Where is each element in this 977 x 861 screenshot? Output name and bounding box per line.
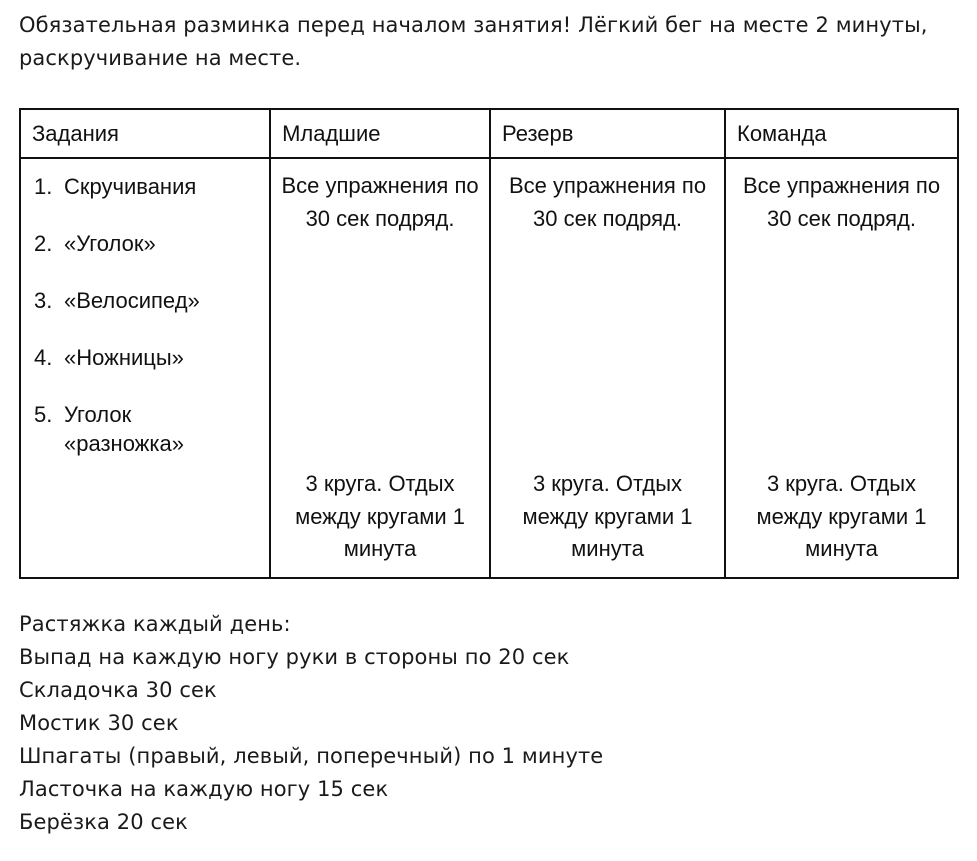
header-junior: Младшие: [270, 109, 490, 158]
intro-line-2: раскручивание на месте.: [19, 46, 302, 70]
header-tasks: Задания: [20, 109, 270, 158]
intro-line-1: Обязательная разминка перед началом занятия! Лёгкий бег на месте 2 минуты,: [19, 13, 928, 37]
task-number: 1.: [34, 174, 53, 199]
list-item: Берёзка 20 сек: [19, 810, 188, 834]
list-item: Ласточка на каждую ногу 15 сек: [19, 777, 389, 801]
task-text: Уголок «разножка»: [64, 402, 184, 456]
reserve-instructions: Все упражнения по 30 сек подряд.: [508, 173, 707, 231]
task-number: 4.: [34, 345, 53, 370]
task-number: 3.: [34, 288, 53, 313]
intro-paragraph: [19, 9, 969, 75]
team-cell: [725, 158, 958, 578]
list-item: Выпад на каждую ногу руки в стороны по 20 сек: [19, 645, 570, 669]
task-text: «Уголок»: [64, 231, 156, 256]
table-header-row: [20, 109, 958, 158]
list-item: [34, 286, 244, 315]
task-number: 5.: [34, 402, 53, 427]
reserve-cell: [490, 158, 725, 578]
task-text: Скручивания: [64, 174, 197, 199]
list-item: [34, 400, 244, 458]
list-item: [34, 172, 244, 201]
stretching-section: [19, 608, 603, 839]
header-team: Команда: [725, 109, 958, 158]
list-item: Складочка 30 сек: [19, 678, 217, 702]
task-number: 2.: [34, 231, 53, 256]
list-item: Шпагаты (правый, левый, поперечный) по 1 минуте: [19, 744, 604, 768]
task-list: [34, 172, 244, 486]
reserve-rounds: 3 круга. Отдых между кругами 1 минута: [522, 471, 693, 561]
task-text: «Ножницы»: [64, 345, 184, 370]
header-reserve: Резерв: [490, 109, 725, 158]
list-item: Мостик 30 сек: [19, 711, 179, 735]
table-row: [20, 158, 958, 578]
list-item: [34, 343, 244, 372]
team-instructions: Все упражнения по 30 сек подряд.: [742, 173, 941, 231]
stretching-title: Растяжка каждый день:: [19, 612, 291, 636]
exercise-table: [19, 108, 959, 579]
task-text: «Велосипед»: [64, 288, 200, 313]
team-rounds: 3 круга. Отдых между кругами 1 минута: [756, 471, 927, 561]
junior-cell: [270, 158, 490, 578]
list-item: [34, 229, 244, 258]
tasks-cell: [20, 158, 270, 578]
junior-rounds: 3 круга. Отдых между кругами 1 минута: [295, 471, 465, 561]
junior-instructions: Все упражнения по 30 сек подряд.: [281, 173, 479, 231]
